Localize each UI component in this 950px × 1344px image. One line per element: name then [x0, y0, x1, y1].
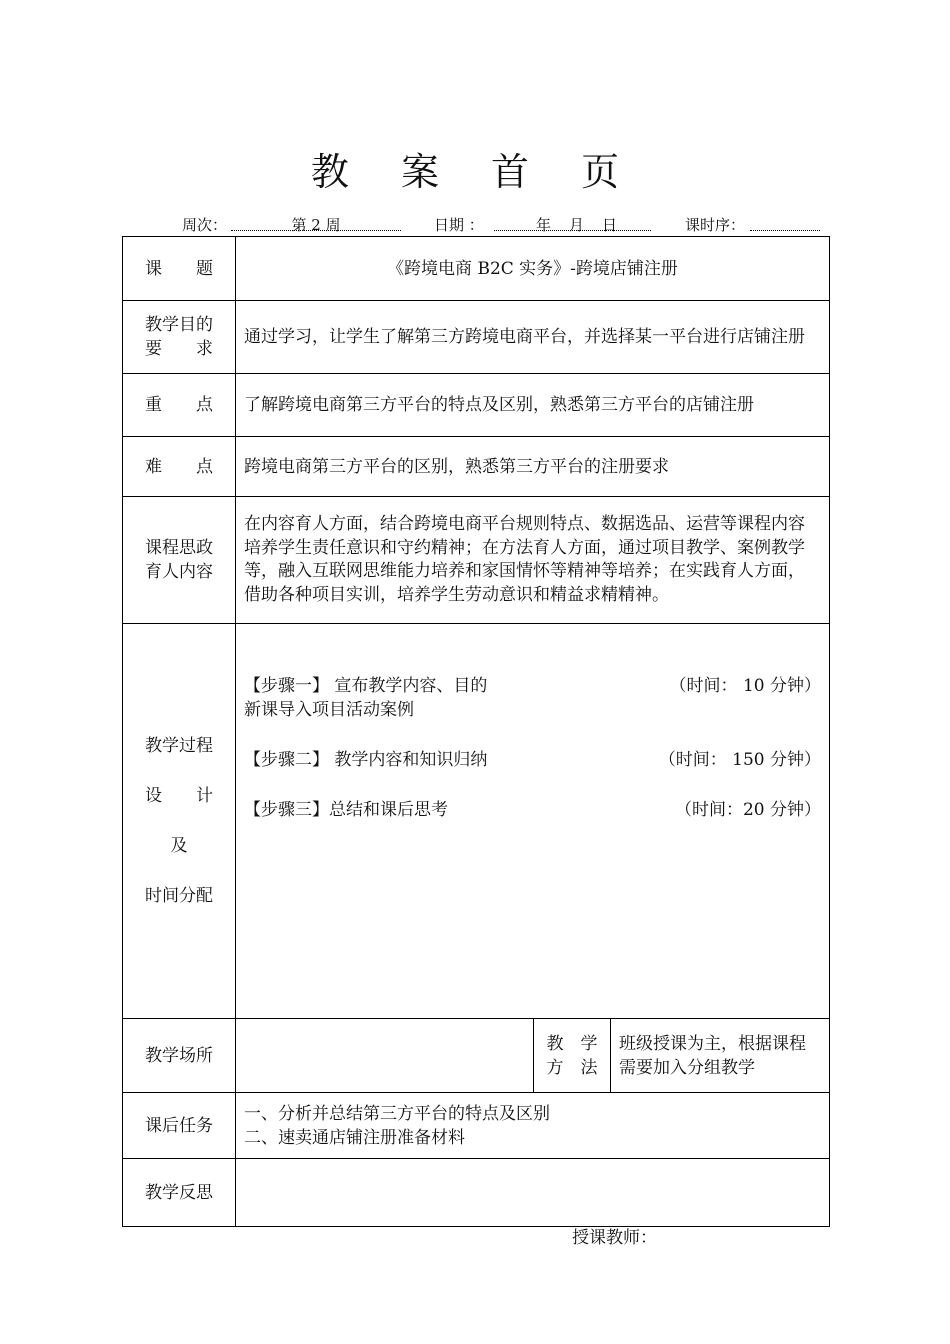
difficulties-label: 难 点 — [123, 437, 236, 497]
difficulties-value: 跨境电商第三方平台的区别，熟悉第三方平台的注册要求 — [236, 437, 830, 497]
row-key-points — [123, 374, 830, 437]
process-content — [236, 624, 830, 1019]
teacher-signature-label: 授课教师： — [572, 1228, 657, 1248]
topic-label: 课 题 — [123, 237, 236, 301]
objective-value: 通过学习，让学生了解第三方跨境电商平台，并选择某一平台进行店铺注册 — [236, 301, 830, 374]
row-topic — [123, 237, 830, 301]
homework-item-1: 一、分析并总结第三方平台的特点及区别 — [244, 1103, 550, 1124]
objective-label: 教学目的 要 求 — [123, 301, 236, 374]
row-homework — [123, 1093, 830, 1159]
row-objective — [123, 301, 830, 374]
period-label: 课时序： — [685, 216, 746, 234]
step-2-time: （时间： 150 分钟） — [658, 750, 821, 770]
step-1-note: 新课导入项目活动案例 — [244, 700, 414, 720]
step-1-time: （时间： 10 分钟） — [669, 676, 821, 696]
key-points-value: 了解跨境电商第三方平台的特点及区别，熟悉第三方平台的店铺注册 — [236, 374, 830, 437]
row-venue — [123, 1019, 830, 1093]
step-3-time: （时间：20 分钟） — [674, 800, 821, 820]
lesson-plan-table — [122, 236, 830, 1227]
ideology-label: 课程思政 育人内容 — [123, 497, 236, 624]
date-year: 年 — [536, 216, 552, 234]
step-1-title: 【步骤一】 宣布教学内容、目的 — [244, 676, 488, 696]
key-points-label: 重 点 — [123, 374, 236, 437]
week-label: 周次： — [182, 216, 228, 234]
row-difficulties — [123, 437, 830, 497]
topic-value: 《跨境电商 B2C 实务》-跨境店铺注册 — [236, 237, 830, 301]
row-reflection — [123, 1159, 830, 1227]
venue-label: 教学场所 — [123, 1019, 236, 1093]
process-label: 教学过程 设 计 及 时间分配 — [123, 624, 236, 1019]
row-process — [123, 624, 830, 1019]
page-title: 教 案 首 页 — [310, 150, 640, 194]
venue-value — [236, 1019, 534, 1093]
date-label: 日期 ： — [434, 216, 484, 234]
homework-label: 课后任务 — [123, 1093, 236, 1159]
ideology-value: 在内容育人方面，结合跨境电商平台规则特点、数据选品、运营等课程内容培养学生责任意识和守约精神；在方法育人方面，通过项目教学、案例教学等，融入互联网思维能力培养和家国情怀等精神等培养；在实践育人方面，借助各种项目实训，培养学生劳动意识和精益求精精神。 — [236, 497, 830, 624]
date-day: 日 — [602, 216, 618, 234]
date-month: 月 — [569, 216, 585, 234]
reflection-value — [236, 1159, 830, 1227]
week-field — [231, 214, 401, 236]
reflection-label: 教学反思 — [123, 1159, 236, 1227]
method-label: 教 学 方 法 — [534, 1019, 611, 1093]
step-3 — [244, 798, 821, 822]
header-meta — [0, 214, 950, 236]
step-1 — [244, 674, 821, 698]
week-value: 第 2 周 — [231, 214, 401, 231]
step-2-title: 【步骤二】 教学内容和知识归纳 — [244, 750, 488, 770]
step-2 — [244, 748, 821, 772]
homework-item-2: 二、速卖通店铺注册准备材料 — [244, 1127, 465, 1148]
method-value: 班级授课为主，根据课程需要加入分组教学 — [611, 1019, 830, 1093]
homework-value — [236, 1093, 830, 1159]
step-3-title: 【步骤三】总结和课后思考 — [244, 800, 448, 820]
row-ideology — [123, 497, 830, 624]
period-field — [750, 214, 820, 237]
